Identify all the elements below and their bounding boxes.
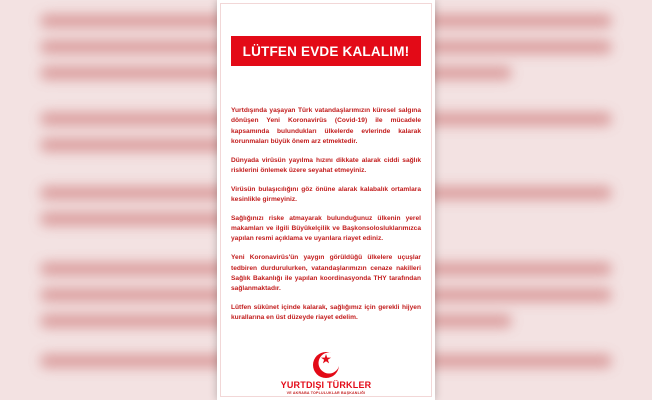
logo-name: YURTDIŞI TÜRKLER xyxy=(280,380,372,390)
announcement-poster xyxy=(217,0,435,400)
paragraph: Yeni Koronavirüs'ün yaygın görüldüğü ülkelere uçuşlar tedbiren durdurulurken, vatandaşlarımızın cenaze nakilleri Sağlık Bakanlığı ile yapılan koordinasyonda THY tarafından sağlanmaktadır. xyxy=(231,254,421,293)
crescent-star-icon xyxy=(306,350,346,382)
poster-title: LÜTFEN EVDE KALALIM! xyxy=(242,43,410,59)
paragraph: Dünyada virüsün yayılma hızını dikkate alarak ciddi sağlık risklerini önlemek üzere seyahat etmeyiniz. xyxy=(231,156,421,174)
paragraph: Virüsün bulaşıcılığını göz önüne alarak kalabalık ortamlara kesinlikle girmeyiniz. xyxy=(231,185,421,204)
poster-body xyxy=(231,106,421,332)
paragraph: Lütfen sükûnet içinde kalarak, sağlığımız için gerekli hijyen kurallarına en üst düzeyde riayet edelim. xyxy=(231,303,421,322)
paragraph: Yurtdışında yaşayan Türk vatandaşlarımızın küresel salgına dönüşen Yeni Koronavirüs (Covid-19) ile mücadele kapsamında bulundukları ülkelerde evlerinde kalarak korunmaları büyük önem arz etmektedir. xyxy=(231,107,421,145)
paragraph: Sağlığınızı riske atmayarak bulunduğunuz ülkenin yerel makamları ve ilgili Büyükelçilik ve Başkonsolosluklarımızca yapılan resmi açıklama ve uyarılara riayet ediniz. xyxy=(231,214,421,243)
title-banner xyxy=(231,36,421,66)
logo-subtitle: VE AKRABA TOPLULUKLAR BAŞKANLIĞI xyxy=(286,391,366,395)
